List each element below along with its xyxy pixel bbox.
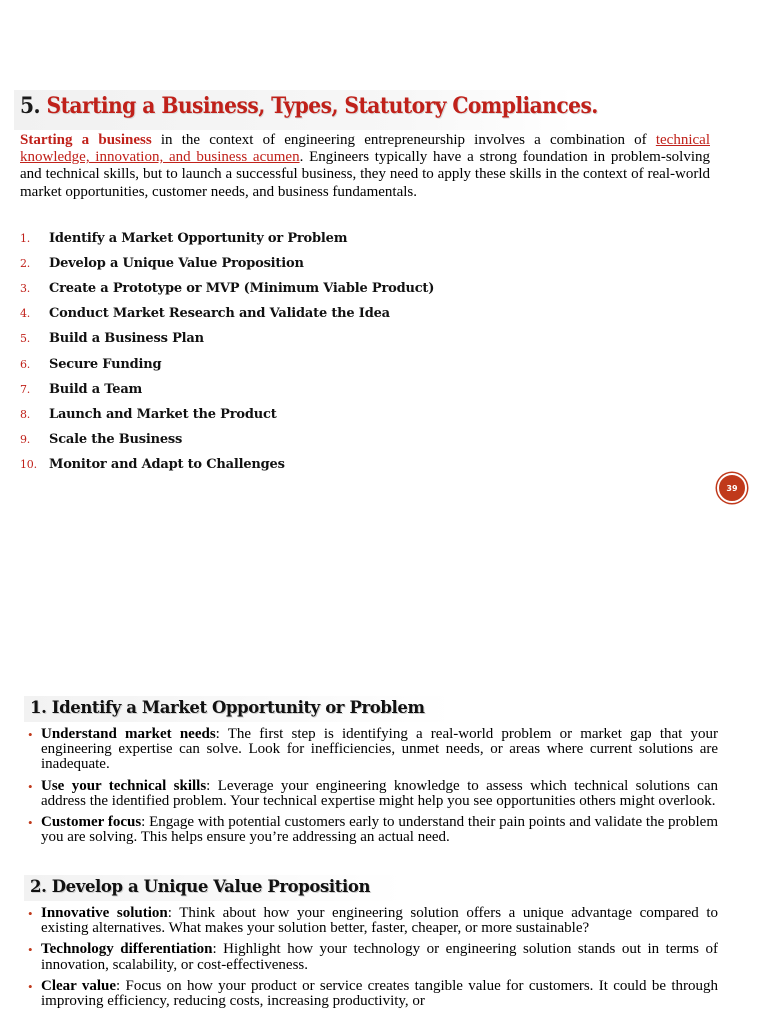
- list-item: [28, 779, 718, 809]
- step-label: Monitor and Adapt to Challenges: [49, 456, 285, 472]
- list-item: [20, 377, 434, 402]
- intro-lead: Starting a business: [20, 132, 152, 148]
- bullet-term: Technology differentiation: [41, 941, 213, 958]
- page-number-badge: 39: [717, 473, 747, 503]
- list-item: [20, 351, 434, 376]
- bullet-text: : Focus on how your product or service creates tangible value for customers. It could be through improving efficiency, reducing costs, increasing productivity, or: [41, 977, 718, 1010]
- step-label: Develop a Unique Value Proposition: [49, 256, 304, 272]
- step-label: Conduct Market Research and Validate the Idea: [49, 306, 390, 322]
- step-number: 6.: [20, 357, 31, 371]
- step-number: 10.: [20, 457, 37, 471]
- bullet-text: : Highlight how your technology or engineering solution stands out in terms of innovation, scalability, or cost-effectiveness.: [41, 941, 718, 973]
- step-number: 8.: [20, 407, 31, 421]
- list-item: [28, 906, 718, 936]
- step-number: 3.: [20, 282, 31, 296]
- title-number: 5.: [20, 93, 41, 119]
- bullet-text: : Engage with potential customers early to understand their pain points and validate the problem you are solving. This helps ensure you’re addressing an actual need.: [41, 814, 718, 846]
- intro-part1: in the context of engineering entrepreneurship involves a combination of: [151, 132, 656, 148]
- list-item: [20, 452, 434, 477]
- bullet-text: : Leverage your engineering knowledge to assess which technical solutions can address the identified problem. Your technical expertise might help you see opportunities others might overlook.: [41, 777, 718, 809]
- intro-paragraph: [20, 132, 710, 201]
- section-title-2: 2. Develop a Unique Value Proposition: [30, 877, 371, 896]
- bullet-term: Clear value: [41, 977, 117, 994]
- bullet-term: Innovative solution: [41, 905, 168, 921]
- section-1-bullets: [28, 727, 718, 851]
- bullet-text: : Think about how your engineering solution offers a unique advantage compared to existing alternatives. What makes your solution better, faster, cheaper, or more sustainable?: [41, 905, 718, 937]
- step-label: Identify a Market Opportunity or Problem: [49, 231, 348, 247]
- step-label: Scale the Business: [49, 431, 183, 447]
- step-number: 2.: [20, 257, 31, 271]
- step-number: 4.: [20, 307, 31, 321]
- step-number: 7.: [20, 382, 31, 396]
- title-text: Starting a Business, Types, Statutory Compliances.: [46, 93, 598, 119]
- list-item: [28, 727, 718, 773]
- step-number: 1.: [20, 232, 31, 246]
- section-title-1: 1. Identify a Market Opportunity or Problem: [30, 698, 425, 717]
- list-item: [20, 427, 434, 452]
- list-item: [28, 815, 718, 845]
- list-item: [20, 301, 434, 326]
- step-label: Launch and Market the Product: [49, 406, 277, 422]
- list-item: [20, 326, 434, 351]
- list-item: [20, 402, 434, 427]
- bullet-term: Use your technical skills: [41, 777, 207, 794]
- intro-link[interactable]: technical knowledge, innovation, and business acumen: [20, 132, 710, 166]
- list-item: [28, 942, 718, 972]
- list-item: [28, 979, 718, 1009]
- step-number: 5.: [20, 332, 31, 346]
- list-item: [20, 251, 434, 276]
- step-label: Build a Team: [49, 381, 143, 397]
- step-label: Secure Funding: [49, 356, 162, 372]
- section-2-bullets: [28, 906, 718, 1015]
- steps-list: [20, 226, 434, 477]
- slide-40: [0, 512, 768, 1024]
- list-item: [20, 226, 434, 251]
- step-label: Create a Prototype or MVP (Minimum Viable Product): [49, 281, 435, 297]
- bullet-text: : The first step is identifying a real-world problem or market gap that your engineering expertise can solve. Look for inefficiencies, unmet needs, or areas where current solutions are inadequate.: [41, 726, 718, 773]
- intro-part2: . Engineers typically have a strong foundation in problem-solving and technical skills, but to launch a successful business, they need to apply these skills in the context of real-world market opportunities, customer needs, and business fundamentals.: [20, 149, 710, 200]
- list-item: [20, 276, 434, 301]
- bullet-term: Customer focus: [41, 814, 142, 831]
- page-title: [20, 93, 598, 119]
- step-label: Build a Business Plan: [49, 331, 204, 347]
- bullet-term: Understand market needs: [41, 726, 216, 742]
- step-number: 9.: [20, 432, 31, 446]
